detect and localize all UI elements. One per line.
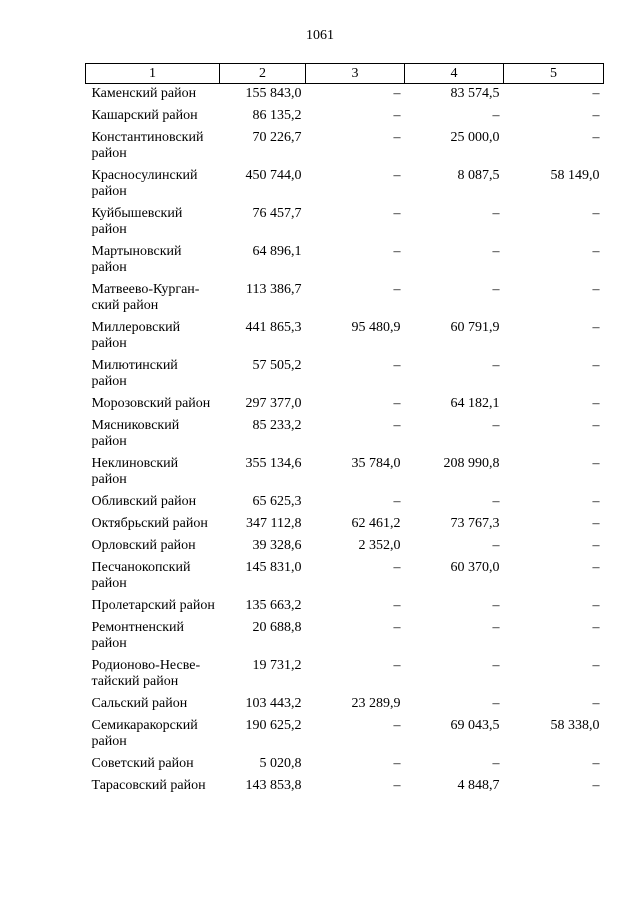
column-3-value: – <box>393 206 401 221</box>
column-2-value: 450 744,0 <box>245 168 302 183</box>
column-4-value: – <box>492 598 500 613</box>
budget-table <box>85 63 604 798</box>
column-5-value: – <box>592 560 600 575</box>
column-3-value: – <box>393 778 401 793</box>
table-row <box>86 166 604 204</box>
column-4-value: – <box>492 418 500 433</box>
column-5-value: – <box>592 538 600 553</box>
column-3-value: – <box>393 358 401 373</box>
column-5-value: – <box>592 358 600 373</box>
column-3-value: – <box>393 494 401 509</box>
column-5-value: – <box>592 456 600 471</box>
page-number: 1061 <box>306 28 334 43</box>
column-2-value: 19 731,2 <box>252 658 302 673</box>
district-name-cell: Песчанокопский район <box>91 560 191 591</box>
column-3-value: – <box>393 620 401 635</box>
district-name-cell: Неклиновский район <box>91 456 179 487</box>
district-name-cell: Ремонтненский район <box>91 620 184 651</box>
column-2-value: 155 843,0 <box>245 86 302 101</box>
column-4-value: – <box>492 358 500 373</box>
column-5-value: – <box>592 418 600 433</box>
district-name-cell: Мясниковский район <box>91 418 180 449</box>
column-2-value: 135 663,2 <box>245 598 302 613</box>
table-row <box>86 596 604 618</box>
district-name-cell: Обливский район <box>91 494 197 509</box>
column-2-value: 5 020,8 <box>259 756 302 771</box>
column-header-2: 2 <box>220 64 306 84</box>
column-3-value: – <box>393 598 401 613</box>
column-4-value: 60 370,0 <box>450 560 500 575</box>
table-row <box>86 536 604 558</box>
column-header-5: 5 <box>504 64 604 84</box>
table-row <box>86 694 604 716</box>
column-3-value: 95 480,9 <box>351 320 401 335</box>
column-4-value: 25 000,0 <box>450 130 500 145</box>
column-5-value: – <box>592 108 600 123</box>
table-row <box>86 492 604 514</box>
column-3-value: 2 352,0 <box>358 538 401 553</box>
column-5-value: – <box>592 778 600 793</box>
column-4-value: 69 043,5 <box>450 718 500 733</box>
district-name-cell: Красносулинский район <box>91 168 198 199</box>
column-2-value: 39 328,6 <box>252 538 302 553</box>
column-3-value: – <box>393 560 401 575</box>
column-2-value: 76 457,7 <box>252 206 302 221</box>
table-row <box>86 318 604 356</box>
column-2-value: 355 134,6 <box>245 456 302 471</box>
district-name-cell: Каменский район <box>91 86 197 101</box>
district-name-cell: Пролетарский район <box>91 598 215 613</box>
column-5-value: – <box>592 658 600 673</box>
table-row <box>86 356 604 394</box>
column-3-value: 35 784,0 <box>351 456 401 471</box>
column-4-value: 73 767,3 <box>450 516 500 531</box>
district-name-cell: Орловский район <box>91 538 196 553</box>
table-row <box>86 106 604 128</box>
column-3-value: – <box>393 658 401 673</box>
column-4-value: – <box>492 658 500 673</box>
district-name-cell: Мартыновский район <box>91 244 182 275</box>
table-row <box>86 754 604 776</box>
column-4-value: – <box>492 620 500 635</box>
column-3-value: – <box>393 418 401 433</box>
column-5-value: – <box>592 598 600 613</box>
column-3-value: – <box>393 282 401 297</box>
table-header-row <box>86 64 604 84</box>
district-name-cell: Тарасовский район <box>91 778 206 793</box>
table-row <box>86 204 604 242</box>
table-row <box>86 454 604 492</box>
column-2-value: 64 896,1 <box>252 244 302 259</box>
column-5-value: – <box>592 756 600 771</box>
column-5-value: – <box>592 282 600 297</box>
column-5-value: – <box>592 516 600 531</box>
table-row <box>86 558 604 596</box>
column-3-value: 23 289,9 <box>351 696 401 711</box>
district-name-cell: Матвеево-Курган-ский район <box>91 282 200 313</box>
column-4-value: – <box>492 282 500 297</box>
column-5-value: – <box>592 86 600 101</box>
column-header-4: 4 <box>405 64 504 84</box>
column-5-value: – <box>592 130 600 145</box>
column-3-value: – <box>393 244 401 259</box>
column-2-value: 57 505,2 <box>252 358 302 373</box>
column-4-value: 83 574,5 <box>450 86 500 101</box>
column-5-value: – <box>592 320 600 335</box>
column-3-value: – <box>393 108 401 123</box>
column-2-value: 113 386,7 <box>246 282 302 297</box>
column-3-value: – <box>393 86 401 101</box>
column-3-value: – <box>393 130 401 145</box>
column-3-value: – <box>393 718 401 733</box>
column-2-value: 85 233,2 <box>252 418 302 433</box>
column-5-value: – <box>592 696 600 711</box>
district-name-cell: Куйбышевский район <box>91 206 183 237</box>
column-4-value: 64 182,1 <box>450 396 500 411</box>
district-name-cell: Октябрьский район <box>91 516 208 531</box>
district-name-cell: Миллеровский район <box>91 320 181 351</box>
column-5-value: – <box>592 206 600 221</box>
column-header-3: 3 <box>306 64 405 84</box>
district-name-cell: Милютинский район <box>91 358 178 389</box>
column-3-value: 62 461,2 <box>351 516 401 531</box>
district-name-cell: Морозовский район <box>91 396 211 411</box>
district-name-cell: Семикаракорский район <box>91 718 198 749</box>
column-4-value: – <box>492 206 500 221</box>
table-row <box>86 656 604 694</box>
district-name-cell: Кашарский район <box>91 108 198 123</box>
column-4-value: – <box>492 538 500 553</box>
column-4-value: – <box>492 696 500 711</box>
column-4-value: 208 990,8 <box>443 456 500 471</box>
column-2-value: 86 135,2 <box>252 108 302 123</box>
table-row <box>86 84 604 107</box>
column-3-value: – <box>393 168 401 183</box>
table-row <box>86 416 604 454</box>
column-5-value: – <box>592 620 600 635</box>
table-row <box>86 280 604 318</box>
column-2-value: 145 831,0 <box>245 560 302 575</box>
table-body <box>86 84 604 799</box>
district-name-cell: Константиновский район <box>91 130 204 161</box>
district-name-cell: Сальский район <box>91 696 188 711</box>
table-row <box>86 514 604 536</box>
column-4-value: – <box>492 756 500 771</box>
column-4-value: 8 087,5 <box>457 168 500 183</box>
table-row <box>86 618 604 656</box>
column-5-value: – <box>592 244 600 259</box>
column-4-value: 4 848,7 <box>457 778 500 793</box>
column-2-value: 70 226,7 <box>252 130 302 145</box>
column-2-value: 20 688,8 <box>252 620 302 635</box>
table-row <box>86 776 604 798</box>
table-row <box>86 242 604 280</box>
column-2-value: 347 112,8 <box>246 516 302 531</box>
column-3-value: – <box>393 396 401 411</box>
column-4-value: – <box>492 494 500 509</box>
column-2-value: 190 625,2 <box>245 718 302 733</box>
column-2-value: 103 443,2 <box>245 696 302 711</box>
table-row <box>86 716 604 754</box>
district-name-cell: Советский район <box>91 756 194 771</box>
column-2-value: 65 625,3 <box>252 494 302 509</box>
column-4-value: – <box>492 108 500 123</box>
column-3-value: – <box>393 756 401 771</box>
column-4-value: 60 791,9 <box>450 320 500 335</box>
column-2-value: 143 853,8 <box>245 778 302 793</box>
column-5-value: 58 338,0 <box>550 718 600 733</box>
column-4-value: – <box>492 244 500 259</box>
column-5-value: – <box>592 396 600 411</box>
column-5-value: 58 149,0 <box>550 168 600 183</box>
column-2-value: 297 377,0 <box>245 396 302 411</box>
column-2-value: 441 865,3 <box>245 320 302 335</box>
column-header-1: 1 <box>86 64 220 84</box>
column-5-value: – <box>592 494 600 509</box>
district-name-cell: Родионово-Несве-тайский район <box>91 658 201 689</box>
table-row <box>86 394 604 416</box>
table-row <box>86 128 604 166</box>
